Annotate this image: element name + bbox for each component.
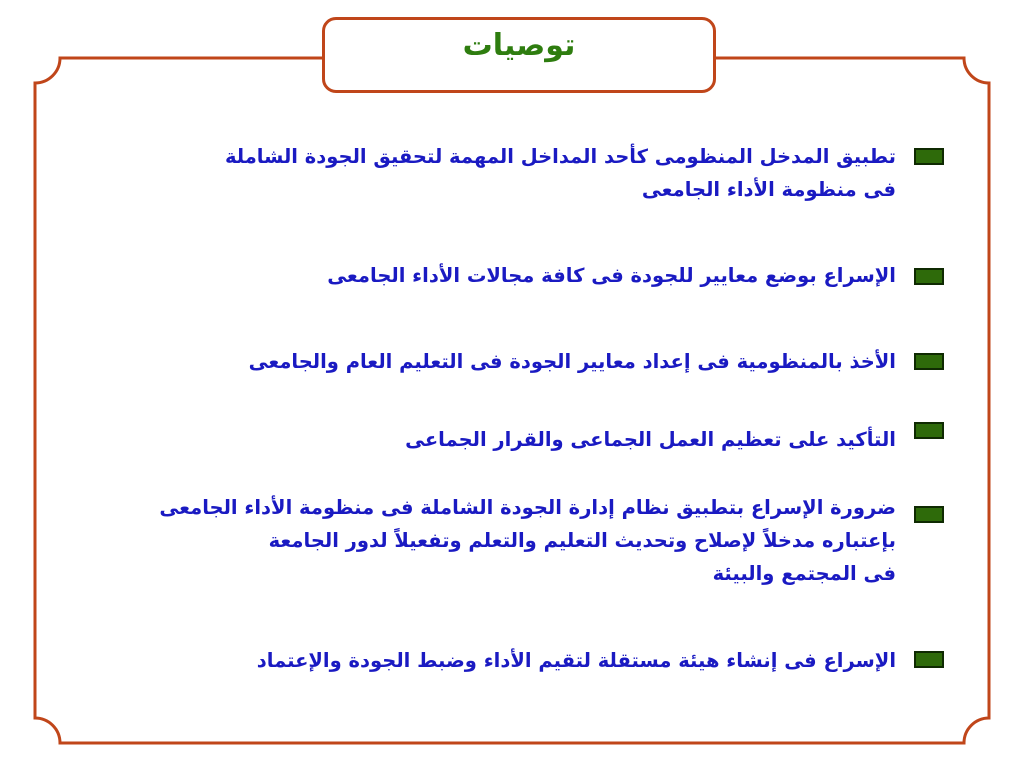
title-box [322,17,716,93]
recommendation-item [225,140,896,206]
recommendation-line: فى منظومة الأداء الجامعى [641,178,896,201]
bullet-icon [914,422,944,439]
recommendation-item [257,644,896,677]
recommendation-line: التأكيد على تعظيم العمل الجماعى والقرار الجماعى [405,428,896,451]
recommendation-item [327,259,896,292]
recommendation-line: الإسراع فى إنشاء هيئة مستقلة لتقيم الأداء وضبط الجودة والإعتماد [256,649,896,672]
recommendation-line: تطبيق المدخل المنظومى كأحد المداخل المهمة لتحقيق الجودة الشاملة [224,145,896,168]
recommendation-item [159,491,896,590]
slide-title: توصيات [462,28,576,63]
recommendation-line: ضرورة الإسراع بتطبيق نظام إدارة الجودة الشاملة فى منظومة الأداء الجامعى [159,496,896,519]
recommendation-line: بإعتباره مدخلاً لإصلاح وتحديث التعليم والتعلم وتفعيلاً لدور الجامعة [268,529,896,552]
bullet-icon [914,268,944,285]
recommendation-line: فى المجتمع والبيئة [712,562,896,585]
recommendation-item [249,345,896,378]
recommendation-line: الأخذ بالمنظومية فى إعداد معايير الجودة فى التعليم العام والجامعى [248,350,896,373]
bullet-icon [914,506,944,523]
recommendation-item [405,423,896,456]
bullet-icon [914,148,944,165]
bullet-icon [914,651,944,668]
recommendation-line: الإسراع بوضع معايير للجودة فى كافة مجالات الأداء الجامعى [327,264,896,287]
bullet-icon [914,353,944,370]
